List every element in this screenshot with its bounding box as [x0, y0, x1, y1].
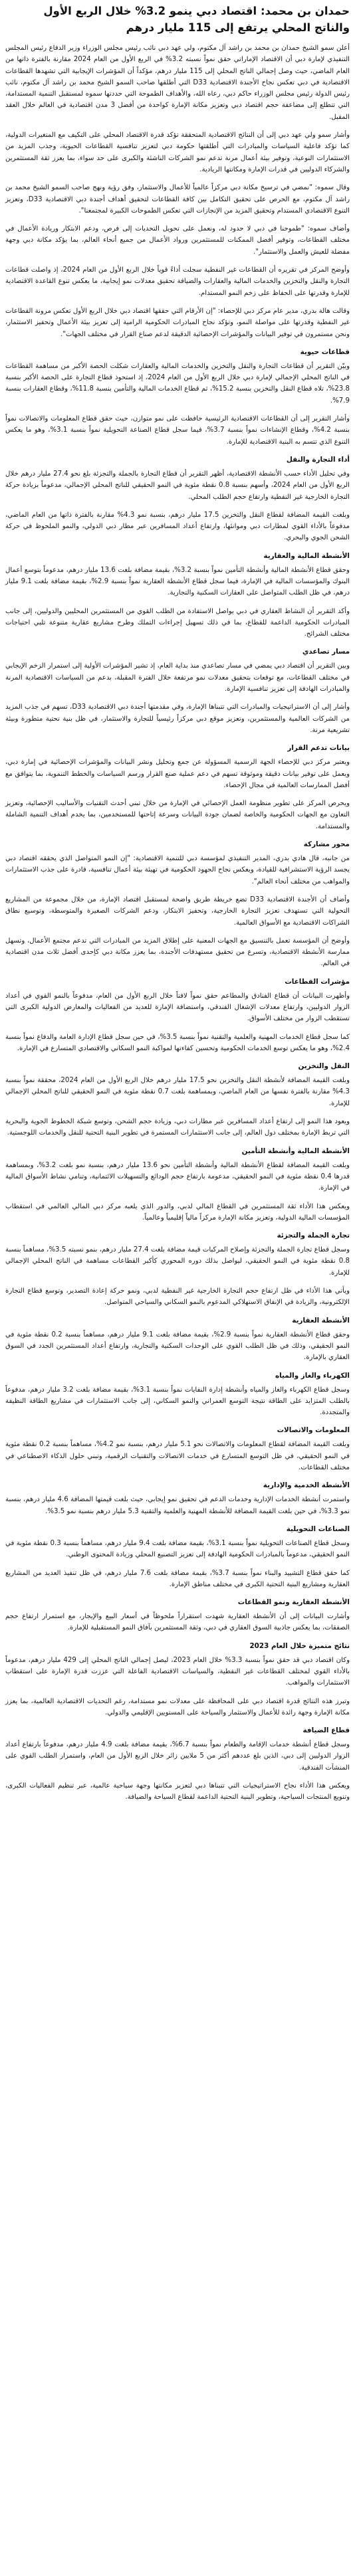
article-paragraph: وأضاف أن الأجندة الاقتصادية D33 تضع خريطة طريق واضحة لمستقبل اقتصاد الإمارة، من خلال مجموعة من المشاريع التحولية التي تستهدف تعزيز التجارة الخارجية، وتحفيز الابتكار، ودعم الشركات الصغيرة والمتوسطة، وتوسيع نطاق الشراكات الاقتصادية مع الأسواق العالمية.	[5, 895, 350, 927]
article-paragraph: وسجل قطاع أنشطة خدمات الإقامة والطعام نمواً بنسبة 6.7%، بقيمة مضافة بلغت 4.9 مليار درهم، مدفوعاً بارتفاع أعداد الزوار الدوليين إلى دبي، الذين بلغ عددهم أكثر من 5 ملايين زائر خلال الربع الأول من العام، واستمرار الطلب القوي على المنشآت الفندقية.	[5, 1741, 350, 1772]
article-paragraph: من جانبه، قال هادي بدري، المدير التنفيذي لمؤسسة دبي للتنمية الاقتصادية: "إن النمو المتواصل الذي يحققه اقتصاد دبي يجسد الرؤية الاستشرافية للقيادة، ويعكس نجاح الجهود الحكومية في تهيئة بيئة أعمال تنافسية، قادرة على جذب الاستثمارات والمواهب من مختلف أنحاء العالم".	[5, 855, 350, 885]
article-paragraph: وحقق قطاع الأنشطة المالية وأنشطة التأمين نمواً بنسبة 3.2%، بقيمة مضافة بلغت 13.6 مليار درهم، مدعوماً بتوسع أعمال البنوك والمؤسسات المالية في الإمارة، فيما سجل قطاع الأنشطة العقارية نمواً بنسبة 2.9%، بقيمة مضافة بلغت 9.1 مليار درهم، في ظل الطلب المتواصل على العقارات السكنية والتجارية.	[5, 566, 350, 597]
article-paragraph: وسجل قطاع الكهرباء والغاز والمياه وأنشطة إدارة النفايات نمواً بنسبة 3.1%، بقيمة مضافة بلغت 3.2 مليار درهم، مدفوعاً بالطلب المتزايد على الطاقة نتيجة التوسع العمراني والنمو السكاني، إلى جانب الاستثمارات في مشاريع الطاقة النظيفة والمتجددة.	[5, 1386, 350, 1417]
article-paragraph: ويحرص المركز على تطوير منظومة العمل الإحصائي في الإمارة من خلال تبني أحدث التقنيات والأساليب الإحصائية، وتعزيز التعاون مع الجهات الحكومية والخاصة لضمان جودة البيانات وسرعة إتاحتها للمستخدمين، بما يخدم أهداف التنمية الشاملة والمستدامة.	[5, 800, 350, 830]
section-heading: قطاعات حيوية	[300, 347, 350, 356]
article-headline: حمدان بن محمد: اقتصاد دبي ينمو 3.2% خلال الربع الأول والناتج المحلي يرتفع إلى 115 مليار درهم	[43, 5, 350, 34]
article-paragraph: وأظهرت البيانات أن قطاع الفنادق والمطاعم حقق نمواً لافتاً خلال الربع الأول من العام، مدفوعاً بالنمو القوي في أعداد الزوار الدوليين، وارتفاع معدلات الإشغال الفندقي، واستضافة الإمارة للعديد من الفعاليات والمعارض الدولية الكبرى التي تستقطب الزوار من مختلف الأسواق.	[5, 992, 350, 1023]
article-paragraph: ويعتبر مركز دبي للإحصاء الجهة الرسمية المسؤولة عن جمع وتحليل ونشر البيانات والمؤشرات الإحصائية في إمارة دبي، ويعمل على توفير بيانات دقيقة وموثوقة تسهم في دعم عملية صنع القرار ورسم السياسات والخطط التنموية، بما يتوافق مع أفضل الممارسات العالمية في مجال الإحصاء.	[5, 759, 350, 789]
article-paragraph: وتبرز هذه النتائج قدرة اقتصاد دبي على المحافظة على معدلات نمو مستدامة، رغم التحديات الاقتصادية العالمية، بما يعزز مكانة الإمارة وجهة رائدة للأعمال والاستثمار والسياحة على المستويين الإقليمي والدولي.	[5, 1697, 350, 1716]
article-paragraph: وأشار إلى أن الاستراتيجيات والمبادرات التي تتبناها الإمارة، وفي مقدمتها أجندة دبي الاقتصادية D33، تسهم في جذب المزيد من الشركات العالمية والمستثمرين، وتعزيز موقع دبي مركزاً رئيسياً للتجارة والاستثمار، في ظل بنية تحتية متطورة وبيئة تشريعية مرنة.	[5, 703, 350, 734]
article-paragraph: ويعكس هذا الأداء نجاح الاستراتيجيات التي تتبناها دبي لتعزيز مكانتها وجهة سياحية عالمية، عبر تنظيم الفعاليات الكبرى، وتنويع المنتجات السياحية، وتطوير البنية التحتية الداعمة لقطاع السياحة والضيافة.	[5, 1782, 350, 1801]
article-paragraph: وأوضح المركز في تقريره أن القطاعات غير النفطية سجلت أداءً قوياً خلال الربع الأول من العام 2024، إذ واصلت قطاعات التجارة والنقل والتخزين والخدمات المالية والعقارات والضيافة تحقيق معدلات نمو إيجابية، ما يعكس تنوع القاعدة الاقتصادية للإمارة وقدرتها على الحفاظ على زخم النمو المستدام.	[5, 266, 350, 297]
article-paragraph: كما سجل قطاع الخدمات المهنية والعلمية والتقنية نمواً بنسبة 3.5%، في حين سجل قطاع الإدارة العامة والدفاع نمواً بنسبة 2.4%، وهو ما يعكس توسع الخدمات الحكومية وتحسين كفاءتها لمواكبة النمو السكاني والاقتصادي المتسارع في الإمارة.	[5, 1033, 350, 1052]
article-paragraph: وبين التقرير أن اقتصاد دبي يمضي في مسار تصاعدي منذ بداية العام، إذ تشير المؤشرات الأولية إلى استمرار الزخم الإيجابي في مختلف القطاعات، مع توقعات بتحقيق معدلات نمو مرتفعة خلال الفترة المقبلة، بدعم من السياسات الاقتصادية المرنة والمبادرات الهادفة إلى تعزيز تنافسية الإمارة.	[5, 662, 350, 693]
article-paragraph: وبلغت القيمة المضافة لقطاع المعلومات والاتصالات نحو 5.1 مليار درهم، بنسبة نمو 4.2%، مساهماً بنسبة 0.2 نقطة مئوية في النمو الحقيقي، في ظل التوسع المتسارع في خدمات الاتصالات والتقنيات الرقمية، وتبني حلول الذكاء الاصطناعي في مختلف القطاعات.	[5, 1441, 350, 1472]
article-paragraph: وأشارت البيانات إلى أن الأنشطة العقارية شهدت استقراراً ملحوظاً في أسعار البيع والإيجار، مع استمرار ارتفاع حجم الصفقات، بما يعكس جاذبية السوق العقاري في دبي، وثقة المستثمرين بآفاق النمو المستقبلية للإمارة.	[5, 1613, 350, 1632]
section-heading: الكهرباء والغاز والمياه	[275, 1371, 350, 1380]
article-paragraph: وحقق قطاع الأنشطة العقارية نمواً بنسبة 2.9%، بقيمة مضافة بلغت 9.1 مليار درهم، مساهماً بنسبة 0.2 نقطة مئوية في النمو الحقيقي، وذلك في ظل الطلب القوي على الوحدات السكنية والتجارية، وارتفاع أعداد المستثمرين الجدد في السوق العقاري بالإمارة.	[5, 1331, 350, 1362]
article-paragraph: ويأتي هذا الأداء في ظل ارتفاع حجم التجارة الخارجية غير النفطية لدبي، ونمو حركة إعادة التصدير، وتوسع قطاع التجارة الإلكترونية، والزيادة في الإنفاق الاستهلاكي المدعوم بالنمو السكاني والسياحي المتواصل.	[5, 1287, 350, 1307]
section-heading: تجارة الجملة والتجزئة	[277, 1232, 350, 1240]
section-heading: الأنشطة المالية والعقارية	[263, 551, 350, 560]
section-heading: الأنشطة العقارية ونمو القطاعات	[237, 1598, 350, 1607]
article-body	[5, 43, 350, 1803]
article-paragraph: وبلغت القيمة المضافة لقطاع النقل والتخزين 17.5 مليار درهم، بنسبة نمو 4.3% مقارنة بالفترة ذاتها من العام الماضي، مدفوعاً بالأداء القوي لمطارات دبي وموانئها، وارتفاع أعداد المسافرين عبر مطار دبي الدولي، والنمو الملحوظ في حركة الشحن الجوي والبحري.	[5, 511, 350, 542]
article-paragraph: ويعكس هذا الأداء ثقة المستثمرين في القطاع المالي لدبي، والدور الذي يلعبه مركز دبي المالي العالمي في استقطاب المؤسسات المالية الدولية، وتعزيز مكانة الإمارة مركزاً مالياً إقليمياً وعالمياً.	[5, 1202, 350, 1222]
article-paragraph: وأكد التقرير أن النشاط العقاري في دبي يواصل الاستفادة من الطلب القوي من المستثمرين المحليين والدوليين، إلى جانب المبادرات الحكومية الداعمة للقطاع، بما في ذلك تسهيل إجراءات التملك وطرح مشاريع عقارية متنوعة تلبي احتياجات مختلف الشرائح.	[5, 607, 350, 638]
section-heading: الأنشطة الخدمية والإدارية	[263, 1481, 350, 1490]
article-paragraph: وسجل قطاع الصناعات التحويلية نمواً بنسبة 3.1%، بقيمة مضافة بلغت 9.4 مليار درهم، مساهماً بنسبة 0.3 نقطة مئوية في النمو الحقيقي، مدعوماً بالمبادرات الحكومية الهادفة إلى تعزيز التصنيع المحلي وزيادة المحتوى الوطني.	[5, 1539, 350, 1559]
article-paragraph: وبلغت القيمة المضافة لأنشطة النقل والتخزين نحو 17.5 مليار درهم خلال الربع الأول من العام 2024، محققة نمواً بنسبة 4.3% مقارنة بالفترة نفسها من العام الماضي، وبمساهمة بلغت 0.7 نقطة مئوية في النمو الحقيقي للناتج المحلي الإجمالي للإمارة.	[5, 1077, 350, 1107]
article-paragraph: وأشار سمو ولي عهد دبي إلى أن النتائج الاقتصادية المتحققة تؤكد قدرة الاقتصاد المحلي على التكيف مع المتغيرات الدولية، كما تؤكد فاعلية السياسات والمبادرات التي أطلقتها حكومة دبي لتعزيز تنافسية القطاعات الحيوية، وجذب المزيد من الاستثمارات النوعية، وتوفير بيئة أعمال مرنة تدعم نمو الشركات الناشئة والكبرى على حد سواء، بما يعزز ثقة المستثمرين والشركاء الدوليين في قدرات الإمارة ومكانتها الريادية.	[5, 132, 350, 173]
article-paragraph: وأشار التقرير إلى أن القطاعات الاقتصادية الرئيسية حافظت على نمو متوازن، حيث حقق قطاع المعلومات والاتصالات نمواً بنسبة 4.2%، وقطاع الإنشاءات نمواً بنسبة 3.7%، فيما سجل قطاع الصناعة التحويلية نمواً بنسبة 3.1%، وهو ما يعكس التنوع الذي تتسم به البنية الاقتصادية للإمارة.	[5, 415, 350, 446]
article-paragraph: وقالت هالة بدري، مدير عام مركز دبي للإحصاء: "إن الأرقام التي حققها اقتصاد دبي خلال الربع الأول تعكس مرونة القطاعات غير النفطية وقدرتها على مواصلة النمو، وتؤكد نجاح المبادرات الحكومية الرامية إلى تعزيز بيئة الأعمال وتحفيز الاستثمار، ونحن مستمرون في توفير البيانات والمؤشرات الإحصائية الدقيقة لدعم صناع القرار في مختلف الجهات".	[5, 307, 350, 338]
section-heading: المعلومات والاتصالات	[277, 1426, 350, 1435]
article-paragraph: وفي تحليل الأداء حسب الأنشطة الاقتصادية، أظهر التقرير أن قطاع التجارة بالجملة والتجزئة بلغ نحو 27.4 مليار درهم خلال الربع الأول من العام 2024، وأسهم بنسبة 0.8 نقطة مئوية في النمو الحقيقي للناتج المحلي الإجمالي، مدعوماً بزيادة حركة التجارة الخارجية غير النفطية وارتفاع حجم الطلب المحلي.	[5, 470, 350, 501]
section-heading: النقل والتخزين	[298, 1062, 350, 1071]
article-paragraph: ويعود هذا النمو إلى ارتفاع أعداد المسافرين عبر مطارات دبي، وزيادة حجم الشحن، وتوسع شبكة الخطوط الجوية والبحرية التي تربط الإمارة بمختلف دول العالم، إلى جانب الاستثمارات المستمرة في تطوير البنية التحتية للنقل والخدمات اللوجستية.	[5, 1118, 350, 1137]
article-paragraph: وأوضح أن المؤسسة تعمل بالتنسيق مع الجهات المعنية على إطلاق المزيد من المبادرات التي تدعم مجتمع الأعمال، وتسهل ممارسة الأنشطة الاقتصادية، وتسرع من تحقيق مستهدفات الأجندة، بما يعزز مكانة دبي كإحدى أفضل ثلاث مدن اقتصادية في العالم.	[5, 937, 350, 968]
section-heading: بيانات تدعم القرار	[287, 744, 350, 753]
section-heading: أداء التجارة والنقل	[286, 455, 350, 464]
article-paragraph: وكان اقتصاد دبي قد حقق نمواً بنسبة 3.3% خلال العام 2023، ليصل إجمالي الناتج المحلي إلى 429 مليار درهم، مدعوماً بالأداء القوي لمختلف القطاعات غير النفطية، والسياسات الاقتصادية الفاعلة التي عززت قدرة الإمارة على استقطاب الاستثمارات والمواهب.	[5, 1656, 350, 1687]
article-paragraph: وبيّن التقرير أن قطاعات التجارة والنقل والتخزين والخدمات المالية والعقارات شكلت الحصة الأكبر من مساهمة القطاعات في الناتج المحلي الإجمالي لإمارة دبي خلال الربع الأول من العام 2024، إذ استحوذ قطاع التجارة على الحصة الأكبر بنسبة 23.8%، تلاه قطاع النقل والتخزين بنسبة 15.2%، ثم قطاع الخدمات المالية والتأمين بنسبة 11.8%، وقطاع العقارات بنسبة 7.9%.	[5, 362, 350, 405]
section-heading: مسار تصاعدي	[302, 648, 350, 656]
article-paragraph: أعلن سمو الشيخ حمدان بن محمد بن راشد آل مكتوم، ولي عهد دبي نائب رئيس مجلس الوزراء وزير الدفاع رئيس المجلس التنفيذي لإمارة دبي أن الاقتصاد الإماراتي حقق نمواً نسبته 3.2% في الربع الأول من العام 2024 مقارنة بالفترة ذاتها من العام الماضي، حيث وصل إجمالي الناتج المحلي إلى 115 مليار درهم، مؤكداً أن المؤشرات الإيجابية التي تشهدها القطاعات الاقتصادية في دبي تعكس نجاح الأجندة الاقتصادية D33 التي أطلقها صاحب السمو الشيخ محمد بن راشد آل مكتوم، نائب رئيس الدولة رئيس مجلس الوزراء حاكم دبي، رعاه الله، والأهداف الطموحة التي حددتها سموه لمستقبل التنمية المستدامة، التي تتطلع إلى مضاعفة حجم اقتصاد دبي وتعزيز مكانة الإمارة كواحدة من أفضل 3 مدن اقتصادية في العالم خلال العقد المقبل.	[5, 45, 350, 121]
section-heading: نتائج متميزة خلال العام 2023	[249, 1641, 350, 1650]
article-paragraph: وأضاف سموه: "طموحنا في دبي لا حدود له، ونعمل على تحويل التحديات إلى فرص، ودعم الابتكار وريادة الأعمال في مختلف القطاعات، وتوفير أفضل الممكنات للمستثمرين ورواد الأعمال من جميع أنحاء العالم، بما يؤكد مكانة دبي وجهة مفضلة للعيش والعمل والاستثمار".	[5, 225, 350, 256]
section-heading: الأنشطة العقارية	[292, 1316, 350, 1325]
article-paragraph: وبلغت القيمة المضافة لقطاع الأنشطة المالية وأنشطة التأمين نحو 13.6 مليار درهم، بنسبة نمو بلغت 3.2%، وبمساهمة قدرها 0.4 نقطة مئوية في النمو الحقيقي، مدعومة بارتفاع حجم الودائع والتسهيلات الائتمانية، وتنامي نشاط الأسواق المالية في الإمارة.	[5, 1161, 350, 1192]
section-heading: قطاع الضيافة	[302, 1726, 350, 1735]
section-heading: مؤشرات القطاعات	[285, 977, 350, 986]
section-heading: الأنشطة المالية وأنشطة التأمين	[241, 1147, 350, 1155]
article-paragraph: وسجل قطاع تجارة الجملة والتجزئة وإصلاح المركبات قيمة مضافة بلغت 27.4 مليار درهم، بنمو نسبته 3.5%، مساهماً بنسبة 0.8 نقطة مئوية في النمو الحقيقي، ليواصل بذلك دوره المحوري كأكبر القطاعات مساهمة في الناتج المحلي الإجمالي للإمارة.	[5, 1246, 350, 1277]
section-heading: محور مشاركة	[303, 840, 350, 849]
section-heading: الصناعات التحويلية	[286, 1524, 350, 1533]
article-paragraph: وقال سموه: "نمضي في ترسيخ مكانة دبي مركزاً عالمياً للأعمال والاستثمار، وفق رؤية ونهج صاحب السمو الشيخ محمد بن راشد آل مكتوم، مع الحرص على تحقيق التكامل بين كافة القطاعات لتحقيق أهداف أجندة دبي الاقتصادية D33، وتعزيز التنوع الاقتصادي المستدام وتحقيق المزيد من الإنجازات التي تعكس الطموحات الكبيرة لمجتمعنا".	[5, 184, 350, 215]
article-paragraph: واستمرت أنشطة الخدمات الإدارية وخدمات الدعم في تحقيق نمو إيجابي، حيث بلغت قيمتها المضافة 4.6 مليار درهم، بنسبة نمو 3.3%، في حين بلغت القيمة المضافة للأنشطة المهنية والعلمية والتقنية 5.3 مليار درهم بنسبة نمو 3.5%.	[5, 1496, 350, 1515]
article-paragraph: كما حقق قطاع التشييد والبناء نمواً بنسبة 3.7%، بقيمة مضافة بلغت 7.6 مليار درهم، في ظل تنفيذ العديد من المشاريع العقارية ومشاريع البنية التحتية الكبرى في مختلف مناطق الإمارة.	[5, 1569, 350, 1588]
